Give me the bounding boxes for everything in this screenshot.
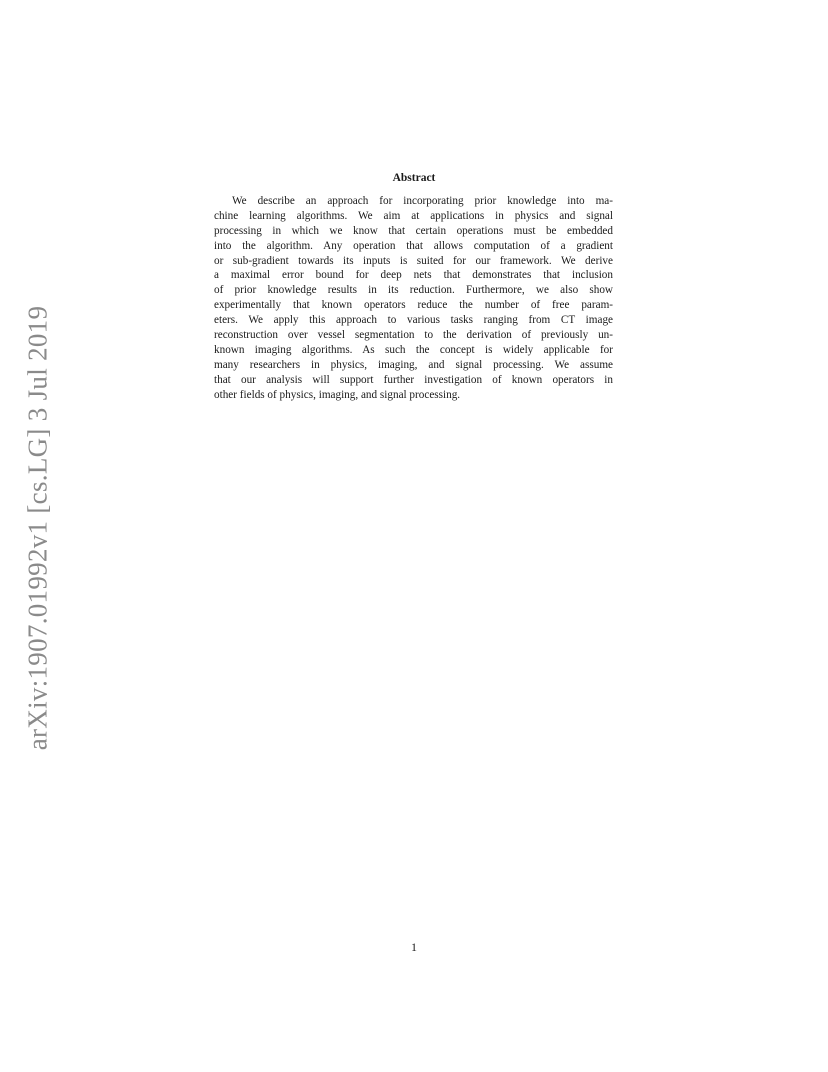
abstract-line: experimentally that known operators reduce the number of free param- bbox=[214, 299, 613, 312]
abstract-line: or sub-gradient towards its inputs is suited for our framework. We derive bbox=[214, 254, 613, 267]
abstract-line: known imaging algorithms. As such the concept is widely applicable for bbox=[214, 343, 613, 356]
abstract-title: Abstract bbox=[392, 172, 436, 184]
abstract-line: that our analysis will support further investigation of known operators in bbox=[214, 373, 613, 386]
abstract-line: eters. We apply this approach to various tasks ranging from CT image bbox=[214, 314, 613, 327]
abstract-line: We describe an approach for incorporating prior knowledge into ma- bbox=[232, 195, 613, 207]
abstract-line: processing in which we know that certain operations must be embedded bbox=[214, 224, 613, 237]
abstract-line: a maximal error bound for deep nets that demonstrates that inclusion bbox=[214, 269, 613, 282]
abstract-line: other fields of physics, imaging, and signal processing. bbox=[214, 388, 461, 401]
abstract-line: of prior knowledge results in its reduction. Furthermore, we also show bbox=[214, 284, 613, 297]
abstract-body bbox=[214, 194, 613, 402]
abstract-line: reconstruction over vessel segmentation to the derivation of previously un- bbox=[214, 329, 613, 342]
abstract-line: chine learning algorithms. We aim at applications in physics and signal bbox=[214, 209, 613, 222]
abstract-line: many researchers in physics, imaging, and signal processing. We assume bbox=[214, 358, 613, 371]
arxiv-identifier-stamp: arXiv:1907.01992v1 [cs.LG] 3 Jul 2019 bbox=[22, 305, 53, 751]
page-number: 1 bbox=[411, 940, 417, 954]
abstract-line: into the algorithm. Any operation that allows computation of a gradient bbox=[214, 239, 613, 252]
